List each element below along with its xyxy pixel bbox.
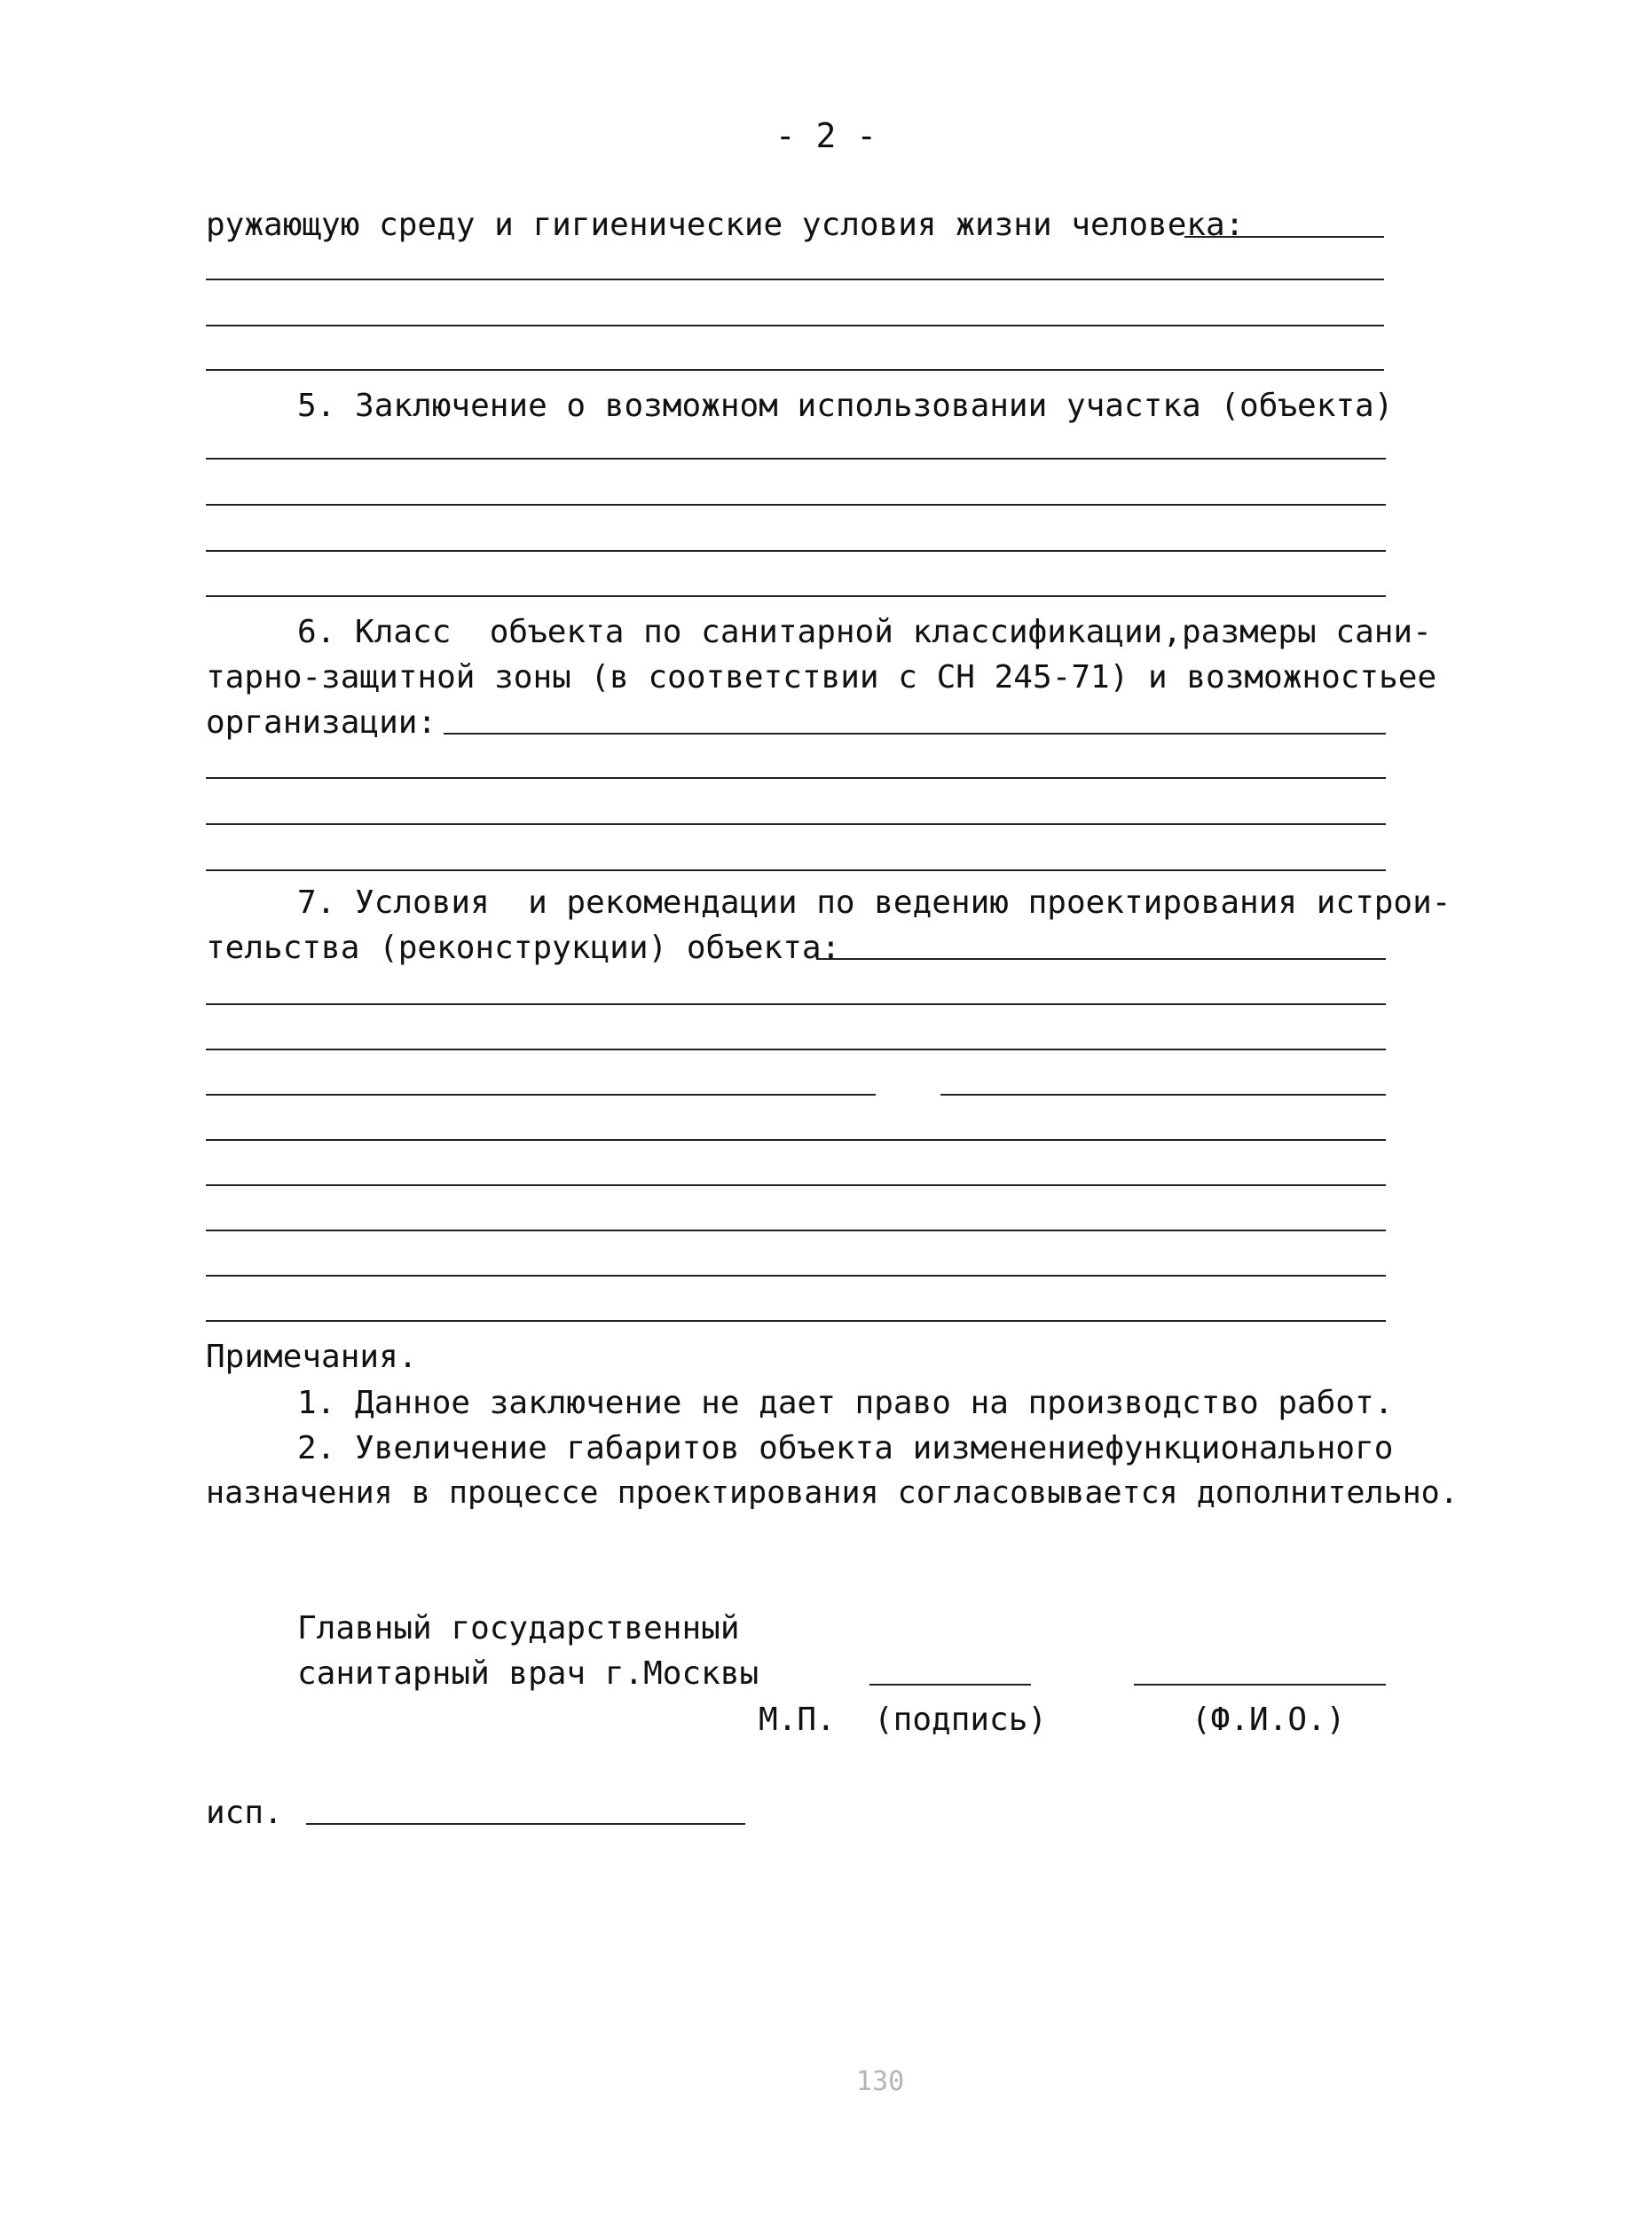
section-5-line — [206, 504, 1386, 506]
section-7-line1 — [297, 884, 1451, 921]
executor-label: исп. — [206, 1795, 283, 1831]
note-2-right: функционального — [1105, 1430, 1394, 1466]
section-5-line — [206, 458, 1386, 460]
section-7-line2: тельства (реконструкции) объекта: — [206, 930, 841, 966]
section-7-line — [206, 1094, 876, 1096]
note-2-mid: изменение — [932, 1430, 1105, 1466]
page-number: - 2 - — [775, 116, 877, 155]
section-7-line — [206, 1049, 1386, 1050]
section-4-text: ружающую среду и гигиенические условия жизни человека: — [206, 207, 1245, 243]
section-7-line — [206, 1320, 1386, 1322]
section-6-line3: организации: — [206, 704, 437, 741]
note-2-left: 2. Увеличение габаритов объекта и — [297, 1430, 932, 1466]
section-7-line — [940, 1094, 1386, 1096]
executor-line — [306, 1823, 745, 1825]
section-4-line — [206, 369, 1384, 371]
section-7-fill-line — [816, 958, 1386, 960]
note-2-line2: назначения в процессе проектирования согласовывается дополнительно. — [206, 1475, 1459, 1511]
section-5-heading: 5. Заключение о возможном использовании участка (объекта) — [297, 388, 1394, 424]
section-6-line — [206, 823, 1386, 825]
section-7-line — [206, 1003, 1386, 1005]
stamp-label: М.П. — [759, 1702, 836, 1738]
section-7-line1-right: строи- — [1335, 884, 1451, 921]
section-5-line — [206, 595, 1386, 597]
signer-title-line2: санитарный врач г.Москвы — [297, 1655, 759, 1692]
section-4-fill-line — [1184, 236, 1384, 238]
section-6-line — [206, 777, 1386, 779]
section-7-line — [206, 1184, 1386, 1186]
section-6-line2-right: ее — [1397, 659, 1437, 696]
section-7-line — [206, 1139, 1386, 1141]
signature-line — [869, 1684, 1031, 1686]
section-6-line — [206, 869, 1386, 871]
notes-heading: Примечания. — [206, 1339, 418, 1375]
note-2-line1 — [297, 1430, 1394, 1466]
note-1: 1. Данное заключение не дает право на производство работ. — [297, 1385, 1394, 1421]
name-line — [1134, 1684, 1386, 1686]
section-6-line1-left: 6. Класс объекта по санитарной классификации, — [297, 614, 1182, 650]
name-label: (Ф.И.О.) — [1192, 1702, 1346, 1738]
signature-label: (подпись) — [874, 1702, 1048, 1738]
section-5-line — [206, 550, 1386, 552]
section-6-line2-left: тарно-защитной зоны (в соответствии с СН 245-71) и возможность — [206, 659, 1398, 696]
section-6-line2 — [206, 659, 1437, 696]
section-6-line1-right: размеры сани- — [1182, 614, 1432, 650]
section-7-line1-left: 7. Условия и рекомендации по ведению проектирования и — [297, 884, 1336, 921]
section-6-fill-line — [444, 733, 1386, 735]
section-4-line — [206, 279, 1384, 280]
section-7-line — [206, 1275, 1386, 1277]
section-7-line — [206, 1230, 1386, 1231]
footer-mark: 130 — [856, 2066, 905, 2097]
signer-title-line1: Главный государственный — [297, 1610, 740, 1647]
section-4-line — [206, 325, 1384, 326]
section-6-line1 — [297, 614, 1432, 650]
